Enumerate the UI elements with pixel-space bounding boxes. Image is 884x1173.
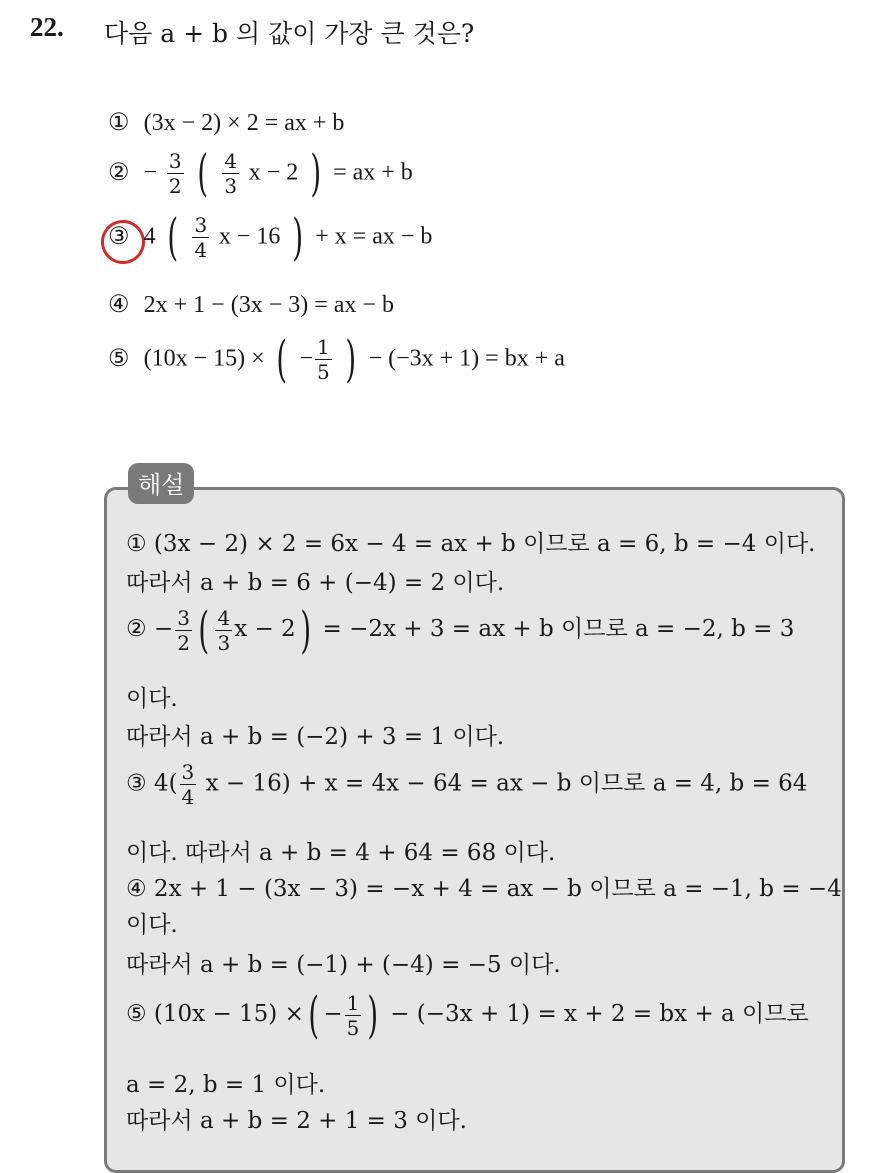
solution-line-12: a = 2, b = 1 이다. (126, 1072, 326, 1098)
solution-line-6: ③ 4( $\frac{3}{4}$ x − 16) + x = 4x − 64 = ax − b 이므로 a = 4, b = 64 (126, 760, 808, 809)
option-3-fraction: $\frac{3}{4}$ (194, 212, 208, 262)
solution-line-10: 따라서 a + b = (−1) + (−4) = −5 이다. (126, 952, 561, 978)
option-3-pre: 4 (143, 223, 156, 250)
option-5-post: − (−3x + 1) = bx + a (368, 345, 565, 372)
option-2-mark: ② (108, 157, 130, 186)
left-paren: ( (197, 144, 209, 202)
solution-line-3-text: = −2x + 3 = ax + b 이므로 a = −2, b = 3 (322, 616, 795, 642)
solution-line-11: ⑤ (10x − 15) ×( − $\frac{1}{5}$ ) − (−3x + 1) = x + 2 = bx + a 이므로 (126, 986, 809, 1044)
option-4-mark: ④ (108, 290, 130, 318)
solution-line-1: ① (3x − 2) × 2 = 6x − 4 = ax + b 이므로 a = 6, b = −4 이다. (126, 531, 816, 557)
option-3-mark: ③ (108, 221, 130, 250)
option-1-mark: ① (108, 108, 130, 136)
solution-line-11-text: − (−3x + 1) = x + 2 = bx + a 이므로 (390, 1001, 809, 1027)
left-paren: ( (276, 330, 288, 388)
solution-label: 해설 (128, 463, 194, 504)
option-5-fraction: $\frac{1}{5}$ (317, 334, 330, 384)
option-2-inner-fraction: $\frac{4}{3}$ (224, 148, 238, 198)
option-3-post: + x = ax − b (315, 223, 433, 250)
option-2[interactable] (108, 144, 413, 202)
option-3[interactable] (108, 208, 433, 266)
option-2-fraction: $\frac{3}{2}$ (168, 148, 182, 198)
option-2-rest: x − 2 (248, 159, 299, 186)
question-number: 22. (30, 12, 64, 42)
question-text: 다음 a + b 의 값이 가장 큰 것은? (104, 19, 475, 48)
solution-line-8: ④ 2x + 1 − (3x − 3) = −x + 4 = ax − b 이므로 a = −1, b = −4 (126, 876, 842, 902)
option-3-rest: x − 16 (218, 223, 281, 250)
option-5-mark: ⑤ (108, 343, 130, 372)
option-5-pre: (10x − 15) × (143, 345, 265, 372)
option-4-expr: 2x + 1 − (3x − 3) = ax − b (143, 292, 394, 318)
option-2-pre: − (143, 159, 158, 186)
option-1-expr: (3x − 2) × 2 = ax + b (143, 110, 345, 136)
option-1[interactable] (108, 108, 344, 137)
option-5[interactable]: ⑤ (10x − 15) × ( − $\frac{1}{5}$ ) − (−3x + 1) = bx + a (108, 330, 565, 388)
solution-line-13: 따라서 a + b = 2 + 1 = 3 이다. (126, 1108, 467, 1134)
solution-line-9: 이다. (126, 912, 178, 938)
right-paren: ) (345, 330, 357, 388)
solution-line-7: 이다. 따라서 a + b = 4 + 64 = 68 이다. (126, 840, 556, 866)
option-2-post: = ax + b (333, 159, 413, 186)
option-4[interactable] (108, 290, 394, 319)
solution-line-4: 이다. (126, 686, 178, 712)
solution-line-3: ② − $\frac{3}{2}$ ( $\frac{4}{3}$ x − 2) = −2x + 3 = ax + b 이므로 a = −2, b = 3 (126, 601, 795, 659)
solution-line-2: 따라서 a + b = 6 + (−4) = 2 이다. (126, 570, 505, 596)
right-paren: ) (292, 208, 304, 266)
solution-line-5: 따라서 a + b = (−2) + 3 = 1 이다. (126, 724, 505, 750)
solution-line-6-text: x − 16) + x = 4x − 64 = ax − b 이므로 a = 4, b = 64 (205, 770, 808, 797)
right-paren: ) (310, 144, 322, 202)
left-paren: ( (167, 208, 179, 266)
